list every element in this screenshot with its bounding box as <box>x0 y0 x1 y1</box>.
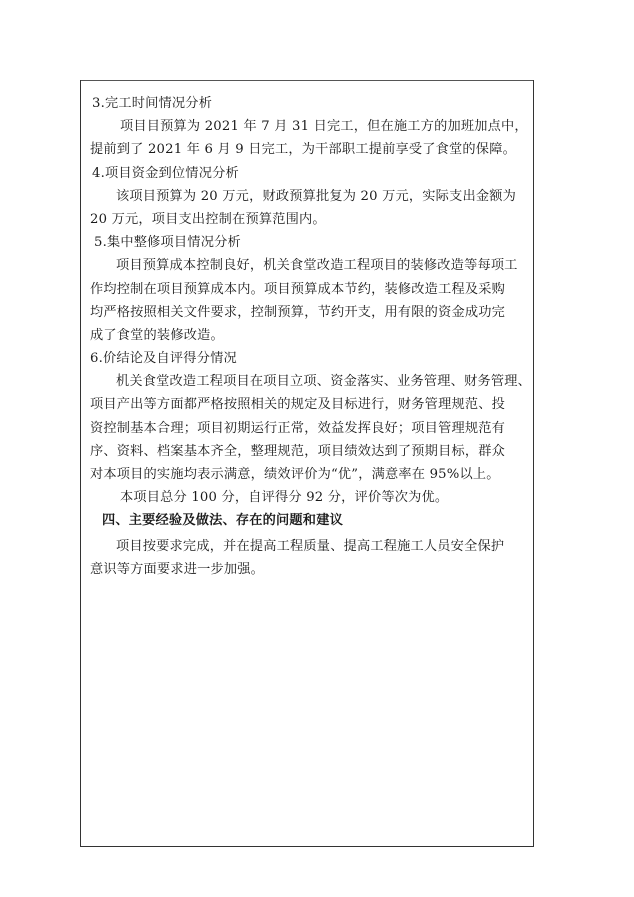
section-four-heading: 四、主要经验及做法、存在的问题和建议 <box>102 513 343 529</box>
section-6-line-5: 对本项目的实施均表示满意，绩效评价为“优”，满意率在 95%以上。 <box>90 467 500 482</box>
section-5-line-3: 均严格按照相关文件要求，控制预算，节约开支，用有限的资金成功完 <box>90 304 506 320</box>
section-6-line-3: 资控制基本合理；项目初期运行正常，效益发挥良好；项目管理规范有 <box>90 420 506 436</box>
section-4-line-1: 该项目预算为 20 万元，财政预算批复为 20 万元，实际支出金额为 <box>116 188 517 204</box>
section-5-line-4: 成了食堂的装修改造。 <box>90 327 224 343</box>
document-body <box>90 92 530 581</box>
section-6-line-2: 项目产出等方面都严格按照相关的规定及目标进行，财务管理规范、投 <box>90 397 506 413</box>
section-6-title: 6.价结论及自评得分情况 <box>90 351 237 367</box>
section-6-line-4: 序、资料、档案基本齐全，整理规范，项目绩效达到了预期目标，群众 <box>90 443 506 459</box>
section-5-title: 5.集中整修项目情况分析 <box>94 235 241 251</box>
section-four-line-1: 项目按要求完成，并在提高工程质量、提高工程施工人员安全保护 <box>116 538 505 554</box>
section-6-line-1: 机关食堂改造工程项目在项目立项、资金落实、业务管理、财务管理、 <box>116 374 532 390</box>
section-6-score-line: 本项目总分 100 分，自评得分 92 分，评价等次为优。 <box>120 490 449 506</box>
section-4-title: 4.项目资金到位情况分析 <box>92 165 239 181</box>
section-3-line-1: 项目目预算为 2021 年 7 月 31 日完工，但在施工方的加班加点中， <box>120 119 528 135</box>
section-3-title: 3.完工时间情况分析 <box>92 96 213 111</box>
section-3-line-2: 提前到了 2021 年 6 月 9 日完工，为干部职工提前享受了食堂的保障。 <box>90 142 516 158</box>
section-5-line-1: 项目预算成本控制良好，机关食堂改造工程项目的装修改造等每项工 <box>116 258 518 274</box>
section-four-line-2: 意识等方面要求进一步加强。 <box>90 561 265 577</box>
section-5-line-2: 作均控制在项目预算成本内。项目预算成本节约，装修改造工程及采购 <box>90 281 506 297</box>
section-4-line-2: 20 万元，项目支出控制在预算范围内。 <box>90 211 326 227</box>
